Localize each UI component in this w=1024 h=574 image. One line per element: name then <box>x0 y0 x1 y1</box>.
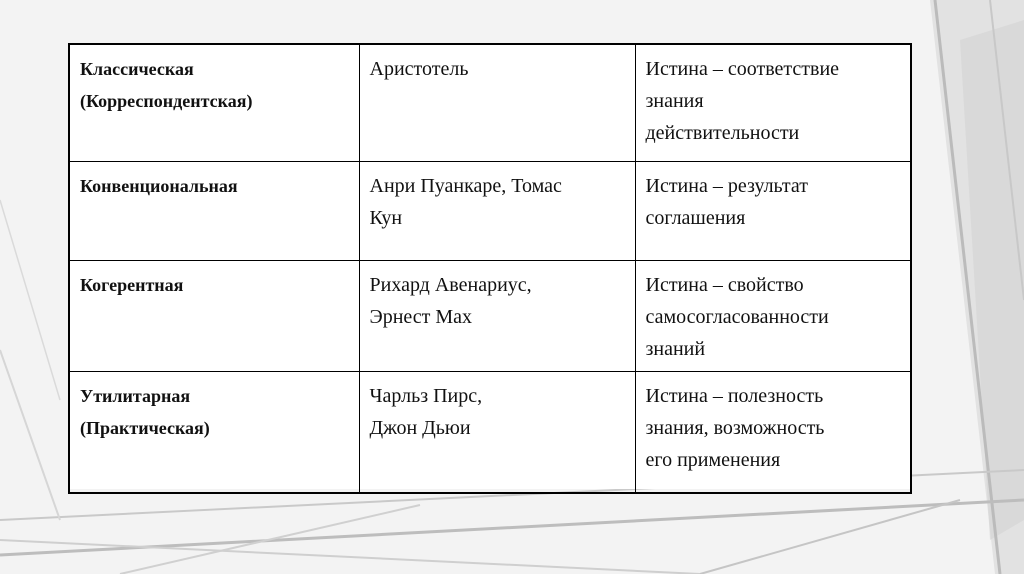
cell-line: Истина – полезность <box>645 384 824 407</box>
table-row <box>69 44 911 161</box>
cell-line: Рихард Авенариус, <box>369 273 532 296</box>
cell-line: знания, возможность <box>645 416 825 439</box>
cell-line: Джон Дьюи <box>369 416 471 439</box>
authors-cell <box>359 161 635 260</box>
definition-cell <box>635 260 911 371</box>
cell-line: Анри Пуанкаре, Томас <box>369 174 562 197</box>
cell-line: Когерентная <box>80 274 184 295</box>
table-row <box>69 260 911 371</box>
cell-line: (Корреспондентская) <box>80 91 253 111</box>
cell-line: (Практическая) <box>80 417 210 438</box>
authors-cell <box>359 260 635 371</box>
theory-name-cell <box>69 44 359 161</box>
cell-line: Истина – соответствие <box>645 58 840 80</box>
cell-line: Истина – свойство <box>645 273 804 296</box>
theory-name-cell <box>69 371 359 493</box>
cell-line: самосогласованности <box>645 305 829 328</box>
authors-cell <box>359 371 635 493</box>
definition-cell <box>635 371 911 493</box>
cell-line: знаний <box>645 337 706 360</box>
table-row <box>69 371 911 493</box>
cell-line: Чарльз Пирс, <box>369 384 483 407</box>
cell-line: его применения <box>645 448 781 471</box>
cell-line: Кун <box>369 206 403 229</box>
cell-line: Истина – результат <box>645 174 808 197</box>
cell-line: Классическая <box>80 59 194 79</box>
truth-theories-table <box>68 43 912 494</box>
cell-line: Конвенциональная <box>80 175 238 196</box>
cell-line: соглашения <box>645 206 746 229</box>
definition-cell <box>635 44 911 161</box>
cell-line: Утилитарная <box>80 385 191 406</box>
cell-line: действительности <box>645 122 800 144</box>
cell-line: знания <box>645 90 704 112</box>
authors-cell <box>359 44 635 161</box>
definition-cell <box>635 161 911 260</box>
cell-line: Аристотель <box>369 58 469 80</box>
theory-name-cell <box>69 161 359 260</box>
theory-name-cell <box>69 260 359 371</box>
table-row <box>69 161 911 260</box>
cell-line: Эрнест Мах <box>369 305 473 328</box>
truth-theories-table-container <box>68 43 910 489</box>
